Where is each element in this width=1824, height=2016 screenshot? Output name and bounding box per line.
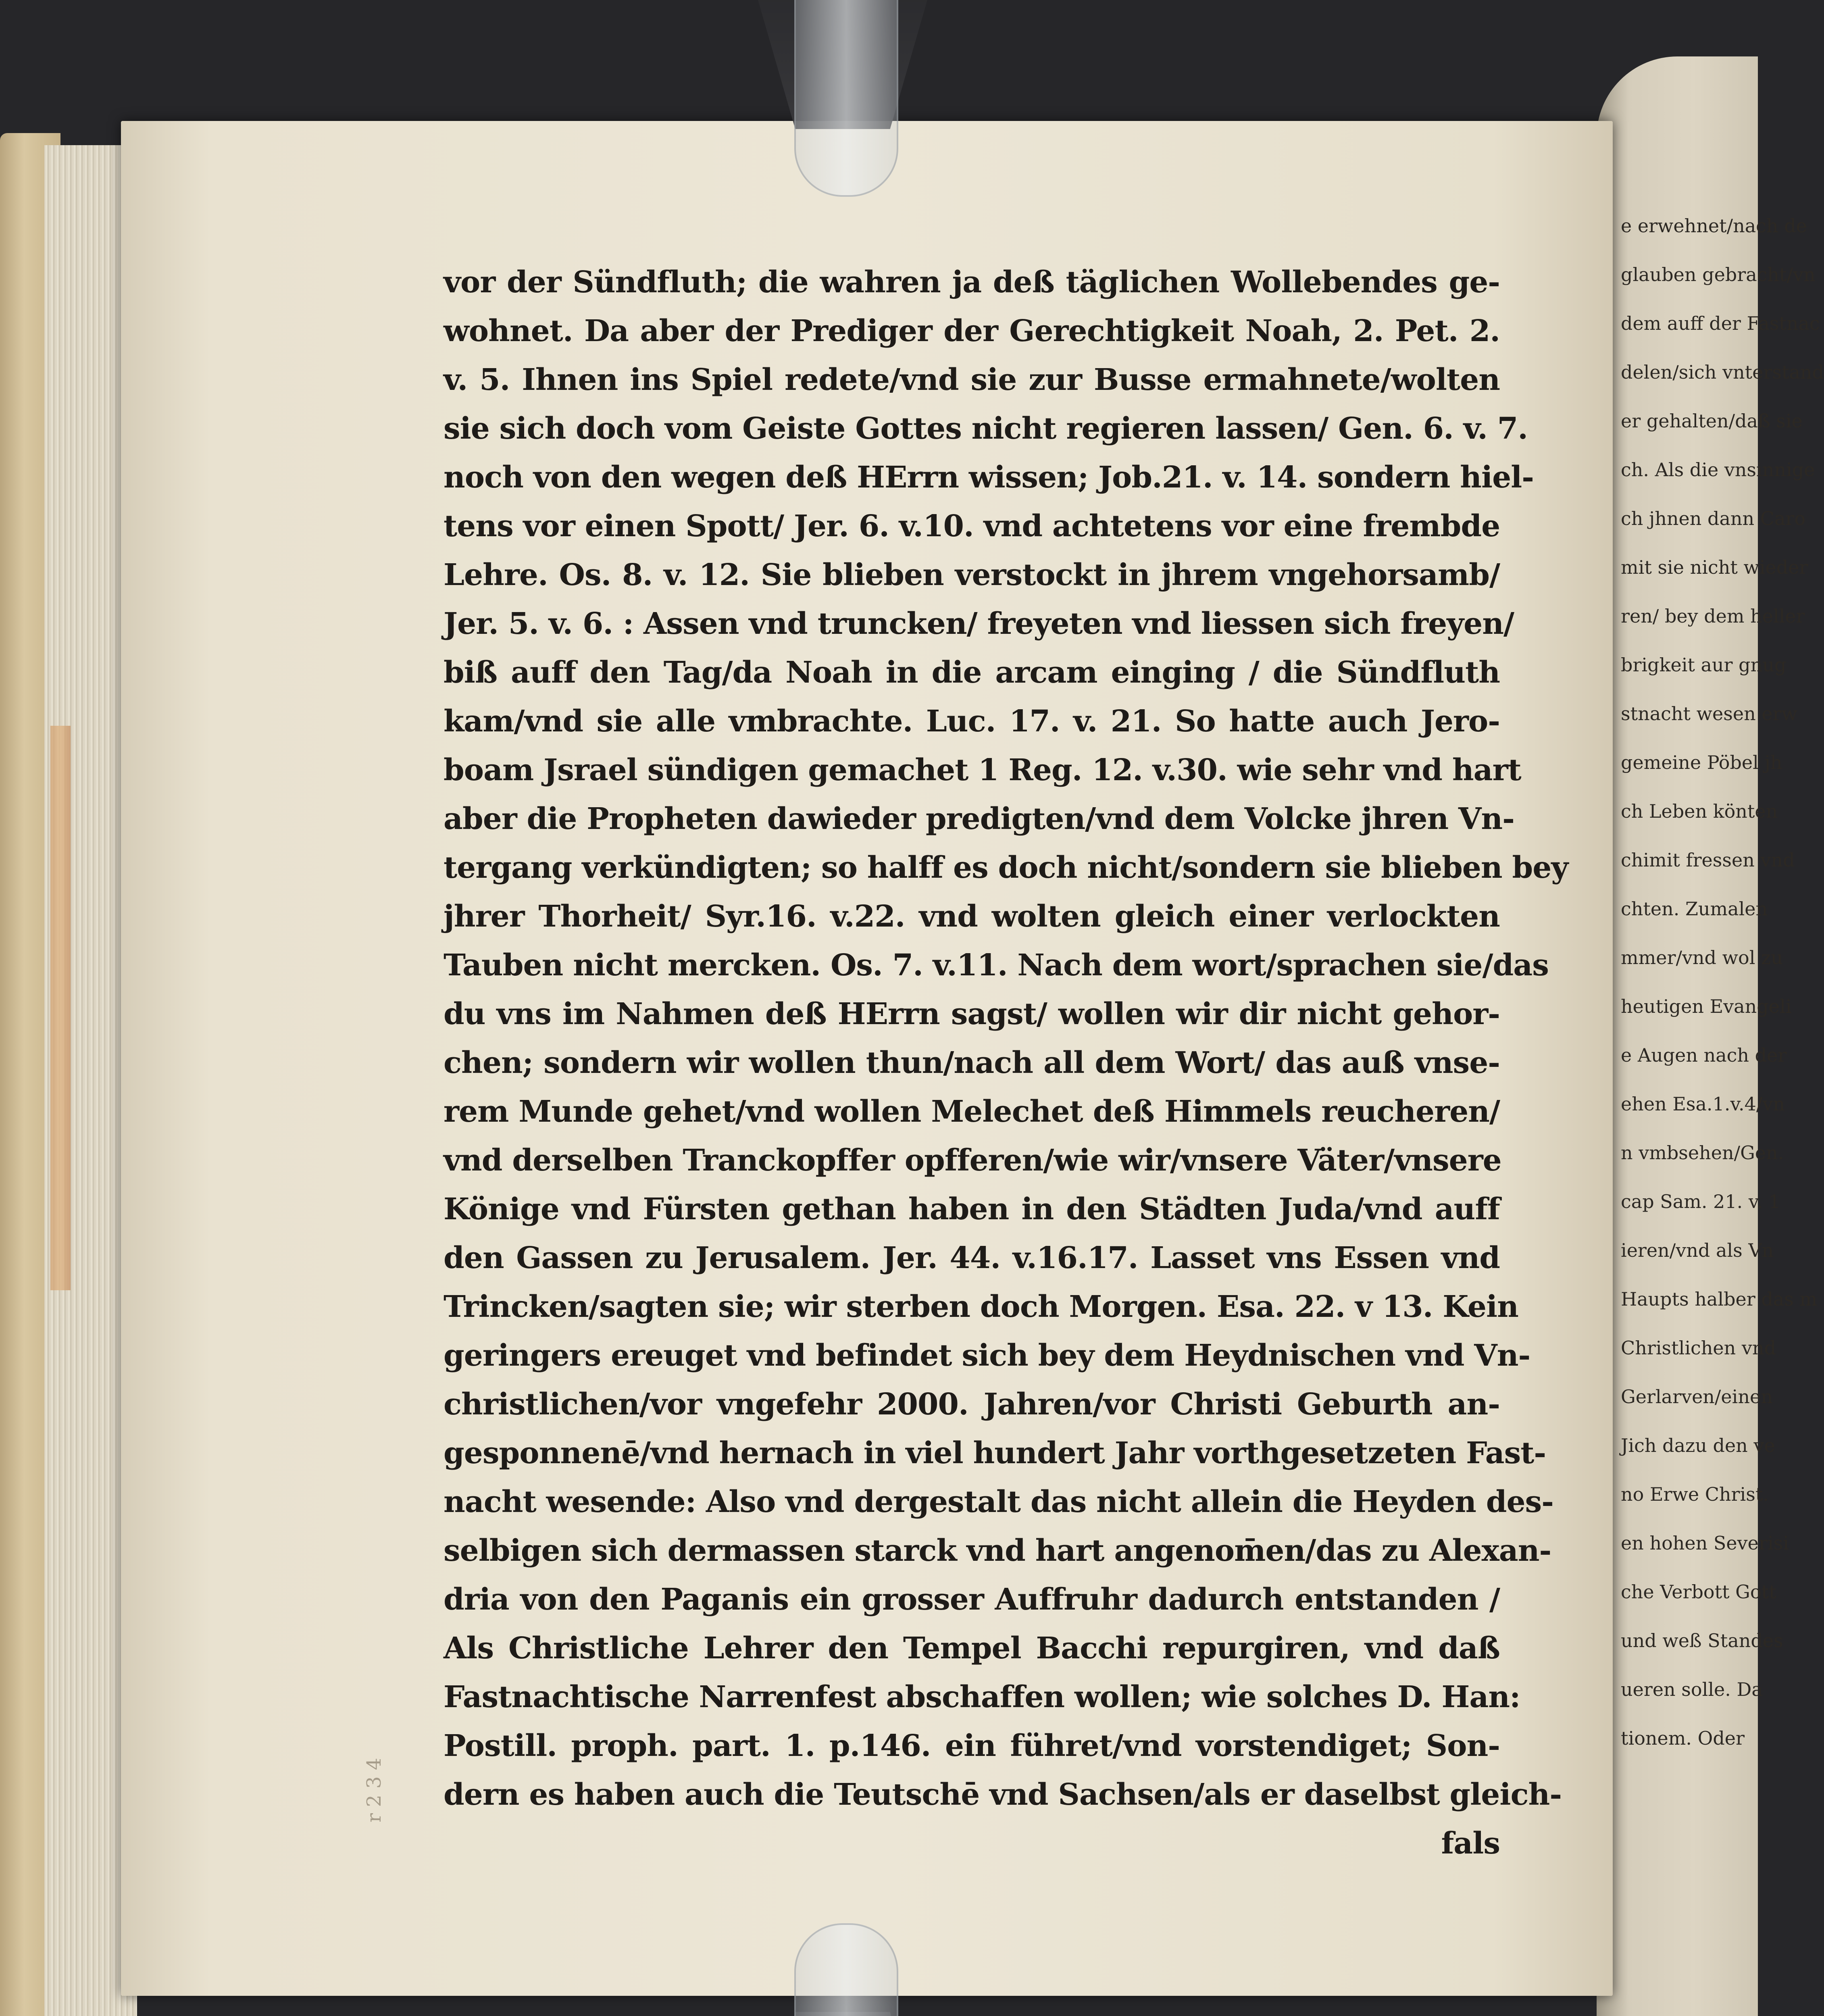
text-line: Als Christliche Lehrer den Tempel Bacchi repurgiren, vnd daß [444,1631,1500,1666]
text-line: kam/vnd sie alle vmbrachte. Luc. 17. v. 21. So hatte auch Jero- [444,704,1500,739]
text-line: vor der Sündfluth; die wahren ja deß täglichen Wollebendes ge- [444,265,1500,300]
text-line: sie sich doch vom Geiste Gottes nicht regieren lassen/ Gen. 6. v. 7. [444,411,1528,446]
facing-text-line: und weß Standes [1621,1630,1783,1652]
text-line: tergang verkündigten; so halff es doch nicht/sondern sie blieben bey [444,850,1568,885]
text-line: fals [1441,1826,1500,1861]
text-line: geringers ereuget vnd befindet sich bey dem Heydnischen vnd Vn- [444,1338,1530,1373]
text-line: chen; sondern wir wollen thun/nach all dem Wort/ das auß vnse- [444,1045,1500,1080]
facing-text-line: en hohen Severisi [1621,1532,1789,1554]
page-text-block [444,258,1568,1868]
text-line: vnd derselben Tranckopffer opfferen/wie wir/vnsere Väter/vnsere [444,1143,1501,1178]
facing-text-line: heutigen Evangeli [1621,996,1792,1017]
facing-text-line: ch jhnen dann Caro [1621,508,1806,529]
text-line: du vns im Nahmen deß HErrn sagst/ wollen wir dir nicht gehor- [444,997,1500,1031]
text-line: nacht wesende: Also vnd dergestalt das nicht allein die Heyden des- [444,1485,1553,1519]
facing-text-line: er gehalten/daß sie [1621,410,1803,432]
facing-page [1597,56,1824,2016]
text-line: aber die Propheten dawieder predigten/vnd dem Volcke jhren Vn- [444,802,1514,836]
text-line: gesponnenē/vnd hernach in viel hundert Jahr vorthgesetzeten Fast- [444,1436,1546,1470]
facing-text-line: e Augen nach der [1621,1044,1787,1066]
text-line: Postill. proph. part. 1. p.146. ein führet/vnd vorstendiget; Son- [444,1729,1500,1763]
text-line: dern es haben auch die Teutschē vnd Sachsen/als er daselbst gleich- [444,1777,1562,1812]
facing-text-line: no Erwe Christ. [1621,1483,1769,1505]
facing-text-line: ieren/vnd als Vn [1621,1239,1774,1261]
text-line: Tauben nicht mercken. Os. 7. v.11. Nach dem wort/sprachen sie/das [444,948,1549,983]
facing-text-line: Jich dazu den ve [1621,1435,1775,1456]
text-line: tens vor einen Spott/ Jer. 6. v.10. vnd achtetens vor eine frembde [444,509,1500,544]
page-clip-top [794,0,898,197]
facing-text-line: e erwehnet/nach de [1621,215,1807,237]
text-line: wohnet. Da aber der Prediger der Gerechtigkeit Noah, 2. Pet. 2. [444,314,1500,348]
facing-text-line: tionem. Oder [1621,1727,1745,1749]
facing-text-line: Christlichen vnd [1621,1337,1776,1359]
text-line: christlichen/vor vngefehr 2000. Jahren/vor Christi Geburth an- [444,1387,1500,1422]
text-line: biß auff den Tag/da Noah in die arcam einging / die Sündfluth [444,655,1500,690]
facing-text-line: gemeine Pöbel jh [1621,752,1782,773]
facing-text-line: Gerlarven/einen [1621,1386,1773,1408]
facing-text-line: ch Leben könten [1621,800,1778,822]
facing-text-line: ehen Esa.1.v.4/vn [1621,1093,1785,1115]
facing-page-text [1621,202,1824,1763]
text-line: dria von den Paganis ein grosser Auffruhr dadurch entstanden / [444,1582,1500,1617]
text-line: noch von den wegen deß HErrn wissen; Job.21. v. 14. sondern hiel- [444,460,1534,495]
text-line: Trincken/sagten sie; wir sterben doch Morgen. Esa. 22. v 13. Kein [444,1289,1518,1324]
facing-text-line: mmer/vnd wol zu [1621,947,1783,968]
text-line: boam Jsrael sündigen gemachet 1 Reg. 12. v.30. wie sehr vnd hart [444,753,1521,787]
facing-text-line: dem auff der Fastnac [1621,312,1820,334]
page-clip-bottom [794,1923,898,2016]
facing-text-line: ueren solle. Da [1621,1679,1763,1700]
facing-text-line: glauben gebracht/vn [1621,264,1816,285]
marginal-note: r 2 3 4 [363,1758,385,1822]
text-line: Könige vnd Fürsten gethan haben in den Städten Juda/vnd auff [444,1192,1500,1227]
facing-text-line: brigkeit aur gnug [1621,654,1787,676]
text-line: den Gassen zu Jerusalem. Jer. 44. v.16.17. Lasset vns Essen vnd [444,1241,1500,1275]
facing-text-line: ch. Als die vnsinnige [1621,459,1815,481]
facing-text-line: cap Sam. 21. v. 1 [1621,1191,1780,1212]
text-line: selbigen sich dermassen starck vnd hart angenom̄en/das zu Alexan- [444,1533,1551,1568]
spine-tint [50,726,71,1290]
text-line: Lehre. Os. 8. v. 12. Sie blieben verstockt in jhrem vngehorsamb/ [444,558,1500,592]
facing-text-line: chten. Zumalen [1621,898,1768,920]
facing-text-line: chimit fressen vnd [1621,849,1795,871]
facing-text-line: mit sie nicht wieder [1621,556,1808,578]
facing-text-line: stnacht wesen erw [1621,703,1797,725]
facing-text-line: ren/ bey dem heller [1621,605,1805,627]
text-line: Fastnachtische Narrenfest abschaffen wollen; wie solches D. Han: [444,1680,1520,1714]
text-line: Jer. 5. v. 6. : Assen vnd truncken/ freyeten vnd liessen sich freyen/ [444,606,1514,641]
text-line: rem Munde gehet/vnd wollen Melechet deß Himmels reucheren/ [444,1094,1500,1129]
facing-text-line: Haupts halber das m [1621,1288,1818,1310]
text-line: jhrer Thorheit/ Syr.16. v.22. vnd wolten gleich einer verlockten [444,899,1500,934]
facing-text-line: che Verbott Gott [1621,1581,1776,1603]
text-line: v. 5. Ihnen ins Spiel redete/vnd sie zur Busse ermahnete/wolten [444,362,1500,397]
facing-text-line: n vmbsehen/Gen. [1621,1142,1784,1164]
facing-text-line: delen/sich vnterstand [1621,361,1824,383]
